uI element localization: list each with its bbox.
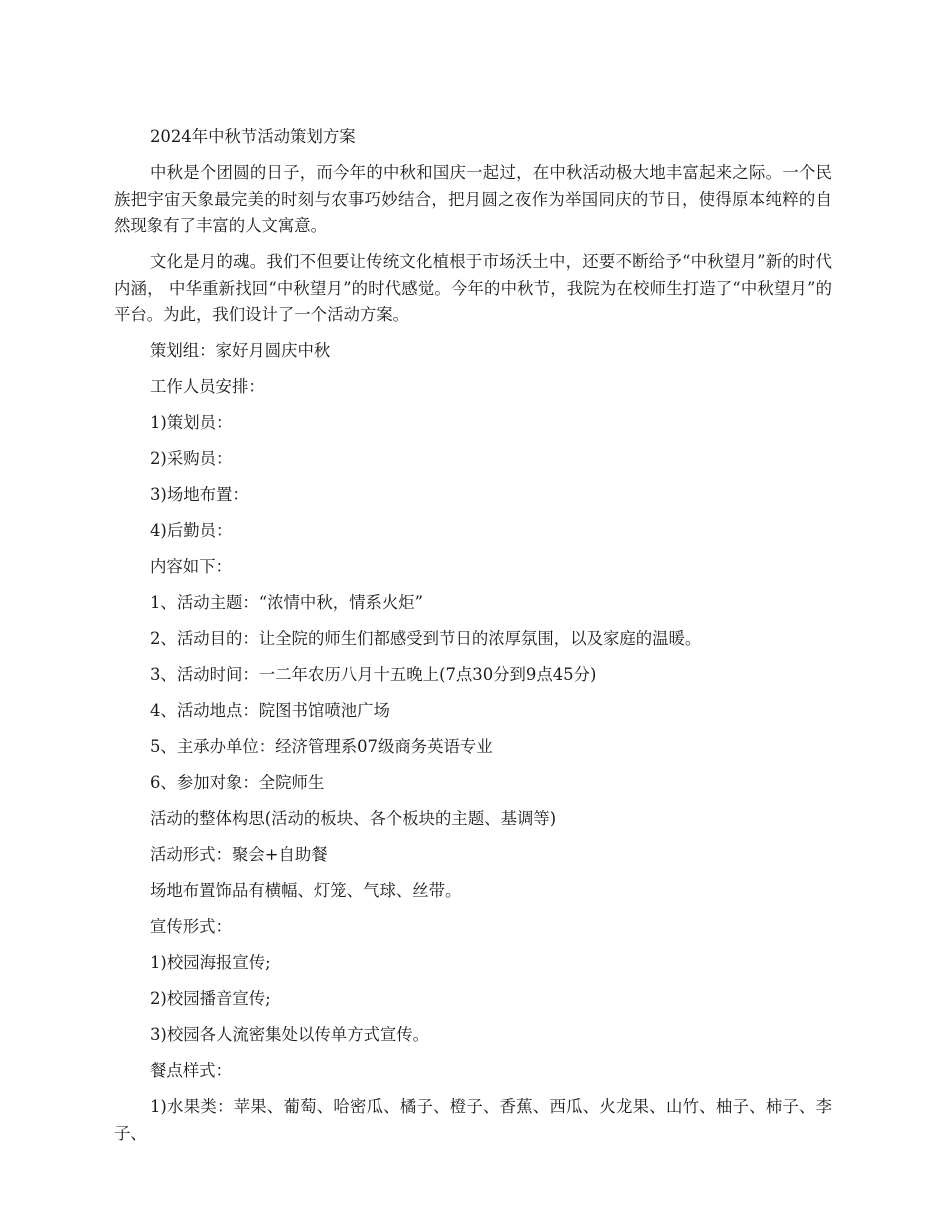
paragraph-staff-logistics: 4)后勤员： [150,521,233,540]
paragraph-venue-decor: 场地布置饰品有横幅、灯笼、气球、丝带。 [150,881,462,900]
paragraph-staff-heading: 工作人员安排： [150,377,265,396]
paragraph-food-heading: 餐点样式： [150,1061,232,1080]
paragraph-intro: 中秋是个团圆的日子，而今年的中秋和国庆一起过，在中秋活动极大地丰富起来之际。一个民族把宇宙天象最完美的时刻与农事巧妙结合，把月圆之夜作为举国同庆的节日，使得原本纯粹的自然现象有了丰富的人文寓意。 [114,163,832,235]
paragraph-promotion-heading: 宣传形式： [150,917,232,936]
paragraph-content-heading: 内容如下： [150,557,232,576]
paragraph-food-fruits: 1)水果类：苹果、葡萄、哈密瓜、橘子、橙子、香蕉、西瓜、火龙果、山竹、柚子、柿子、李子、 [114,1097,832,1143]
paragraph-time: 3、活动时间：一二年农历八月十五晚上(7点30分到9点45分) [150,665,597,684]
paragraph-staff-planner: 1)策划员： [150,413,233,432]
paragraph-promotion-broadcast: 2)校园播音宣传; [150,989,271,1008]
document-title: 2024年中秋节活动策划方案 [150,127,356,146]
document-body [114,124,832,1157]
paragraph-theme: 1、活动主题：“浓情中秋，情系火炬” [150,593,424,612]
paragraph-location: 4、活动地点：院图书馆喷池广场 [150,701,390,720]
paragraph-activity-form: 活动形式：聚会+自助餐 [150,845,328,864]
paragraph-organizer: 5、主承办单位：经济管理系07级商务英语专业 [150,737,493,756]
paragraph-purpose: 2、活动目的：让全院的师生们都感受到节日的浓厚氛围，以及家庭的温暖。 [150,629,702,648]
paragraph-promotion-flyers: 3)校园各人流密集处以传单方式宣传。 [150,1025,430,1044]
paragraph-culture: 文化是月的魂。我们不但要让传统文化植根于市场沃土中，还要不断给予“中秋望月”新的时代内涵， 中华重新找回“中秋望月”的时代感觉。今年的中秋节，我院为在校师生打造了“中秋望月”的平台。为此，我们设计了一个活动方案。 [114,252,832,324]
paragraph-promotion-poster: 1)校园海报宣传; [150,953,271,972]
paragraph-planning-group: 策划组：家好月圆庆中秋 [150,341,331,360]
paragraph-staff-purchaser: 2)采购员： [150,449,233,468]
paragraph-overall-concept: 活动的整体构思(活动的板块、各个板块的主题、基调等) [150,809,557,828]
paragraph-staff-venue: 3)场地布置： [150,485,249,504]
paragraph-participants: 6、参加对象：全院师生 [150,773,325,792]
